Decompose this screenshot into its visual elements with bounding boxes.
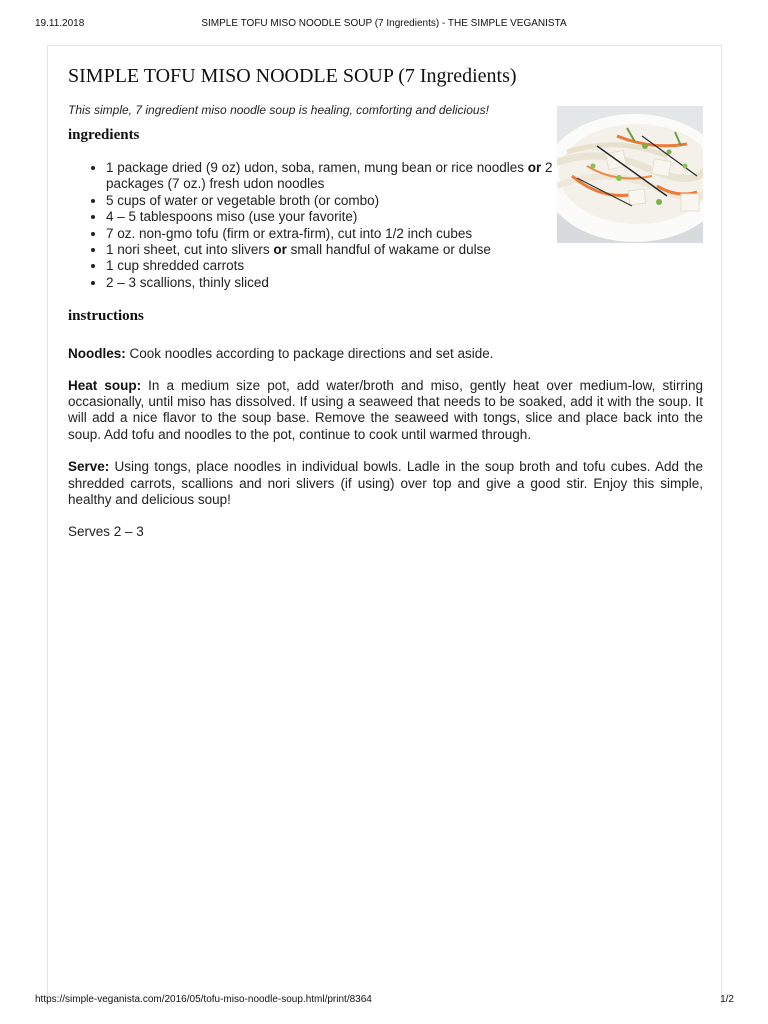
soup-bowl-image — [557, 106, 703, 243]
ingredient-item: • 1 nori sheet, cut into slivers or small handful of wakame or dulse — [106, 242, 576, 258]
ingredient-item: • 7 oz. non-gmo tofu (firm or extra-firm), cut into 1/2 inch cubes — [106, 226, 576, 242]
recipe-title: SIMPLE TOFU MISO NOODLE SOUP (7 Ingredients) — [68, 65, 517, 87]
recipe-yield: Serves 2 – 3 — [68, 523, 144, 539]
page-url: https://simple-veganista.com/2016/05/tofu-miso-noodle-soup.html/print/8364 — [35, 994, 372, 1005]
recipe-photo — [557, 106, 703, 243]
page-number: 1/2 — [720, 994, 734, 1005]
step-label: Heat soup: — [68, 377, 142, 393]
instructions-heading: instructions — [68, 308, 144, 325]
instruction-step: Serve: Using tongs, place noodles in individual bowls. Ladle in the soup broth and tofu cubes. Add the shredded carrots, scallions and nori slivers (if using) over top and give a good stir. Enjoy this simple, healthy and delicious soup! — [68, 459, 703, 508]
ingredient-item: • 1 package dried (9 oz) udon, soba, ramen, mung bean or rice noodles or 2 packages (7 oz.) fresh udon noodles — [106, 160, 576, 193]
recipe-card — [47, 45, 722, 1005]
print-footer — [0, 994, 768, 1008]
step-label: Serve: — [68, 459, 110, 475]
print-date: 19.11.2018 — [35, 18, 85, 29]
ingredient-list — [68, 160, 576, 291]
print-header — [0, 18, 768, 32]
recipe-content — [68, 64, 703, 540]
ingredient-item: • 2 – 3 scallions, thinly sliced — [106, 275, 576, 291]
ingredients-heading: ingredients — [68, 127, 140, 143]
ingredient-item: • 5 cups of water or vegetable broth (or combo) — [106, 193, 576, 209]
recipe-summary: This simple, 7 ingredient miso noodle soup is healing, comforting and delicious! — [68, 103, 489, 117]
instruction-step: Noodles: Cook noodles according to package directions and set aside. — [68, 346, 494, 362]
instruction-step: Heat soup: In a medium size pot, add water/broth and miso, gently heat over medium-low, stirring occasionally, until miso has dissolved. If using a seaweed that needs to be soaked, add it with the soup. It will add a nice flavor to the soup base. Remove the seaweed with tongs, slice and place back into the soup. Add tofu and noodles to the pot, continue to cook until warmed through. — [68, 377, 703, 442]
ingredient-item: • 4 – 5 tablespoons miso (use your favorite) — [106, 209, 576, 225]
step-label: Noodles: — [68, 346, 126, 362]
print-page-title: SIMPLE TOFU MISO NOODLE SOUP (7 Ingredients) - THE SIMPLE VEGANISTA — [201, 18, 567, 29]
ingredient-item: • 1 cup shredded carrots — [106, 258, 576, 274]
